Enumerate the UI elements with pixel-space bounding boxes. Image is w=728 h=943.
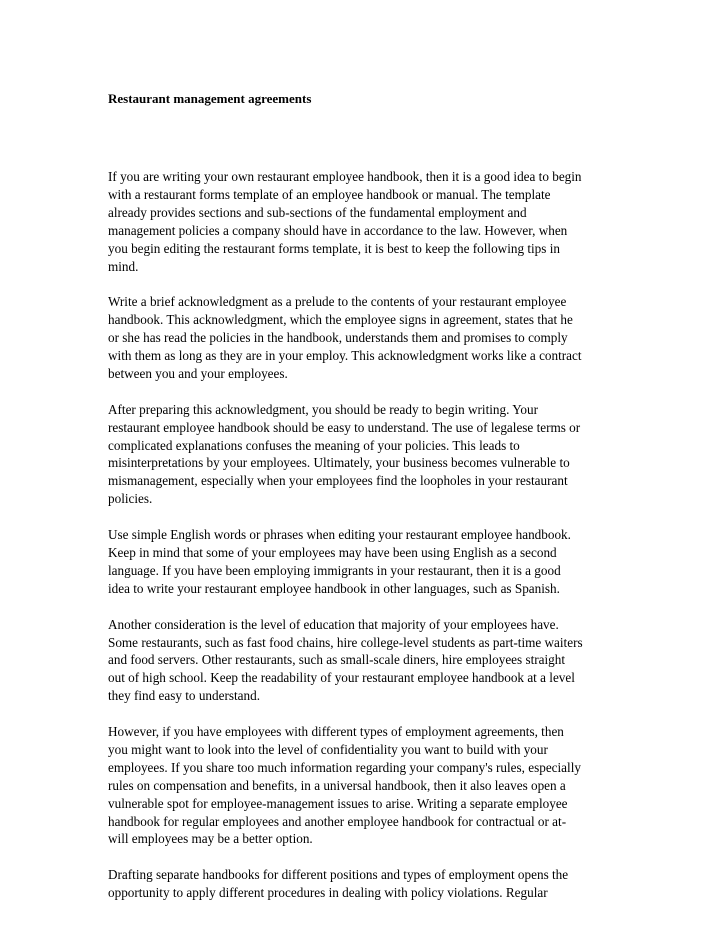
text-line: employees. If you share too much information regarding your company's rules, especially	[108, 759, 581, 775]
text-line: Some restaurants, such as fast food chains, hire college-level students as part-time waiters	[108, 634, 583, 650]
text-line: Keep in mind that some of your employees may have been using English as a second	[108, 544, 557, 560]
paragraph-simple-english	[108, 526, 628, 598]
text-line: Drafting separate handbooks for different positions and types of employment opens the	[108, 867, 569, 883]
text-line: However, if you have employees with different types of employment agreements, then	[108, 724, 564, 740]
text-line: rules on compensation and benefits, in a universal handbook, then it also leaves open a	[108, 777, 566, 793]
text-line: you begin editing the restaurant forms template, it is best to keep the following tips in	[108, 240, 560, 256]
text-line: Another consideration is the level of education that majority of your employees have.	[108, 616, 559, 632]
document-title: Restaurant management agreements	[108, 91, 312, 106]
text-line: you might want to look into the level of confidentiality you want to build with your	[108, 741, 548, 757]
text-line: misinterpretations by your employees. Ultimately, your business becomes vulnerable to	[108, 455, 570, 471]
paragraph-education	[108, 616, 628, 706]
text-line: mismanagement, especially when your employees find the loopholes in your restaurant	[108, 473, 568, 489]
paragraph-writing	[108, 401, 628, 508]
text-line: they find easy to understand.	[108, 688, 260, 704]
text-line: with a restaurant forms template of an employee handbook or manual. The template	[108, 186, 551, 202]
text-line: After preparing this acknowledgment, you should be ready to begin writing. Your	[108, 401, 538, 417]
text-line: idea to write your restaurant employee handbook in other languages, such as Spanish.	[108, 580, 560, 596]
document-body	[108, 168, 628, 920]
text-line: vulnerable spot for employee-management issues to arise. Writing a separate employee	[108, 795, 568, 811]
text-line: opportunity to apply different procedures in dealing with policy violations. Regular	[108, 885, 548, 901]
text-line: policies.	[108, 491, 153, 507]
paragraph-separate-handbooks	[108, 866, 628, 902]
text-line: handbook. This acknowledgment, which the employee signs in agreement, states that he	[108, 312, 573, 328]
text-line: complicated explanations confuses the meaning of your policies. This leads to	[108, 437, 520, 453]
text-line: restaurant employee handbook should be easy to understand. The use of legalese terms or	[108, 419, 581, 435]
text-line: with them as long as they are in your employ. This acknowledgment works like a contract	[108, 348, 582, 364]
text-line: handbook for regular employees and another employee handbook for contractual or at-	[108, 813, 567, 829]
paragraph-acknowledgment	[108, 293, 628, 383]
text-line: between you and your employees.	[108, 365, 288, 381]
text-line: or she has read the policies in the handbook, understands them and promises to comply	[108, 330, 568, 346]
text-line: and food servers. Other restaurants, such as small-scale diners, hire employees straight	[108, 652, 566, 668]
paragraph-confidentiality	[108, 723, 628, 848]
paragraph-intro	[108, 168, 628, 275]
text-line: Write a brief acknowledgment as a prelude to the contents of your restaurant employee	[108, 294, 567, 310]
text-line: management policies a company should have in accordance to the law. However, when	[108, 222, 568, 238]
text-line: language. If you have been employing immigrants in your restaurant, then it is a good	[108, 562, 561, 578]
text-line: If you are writing your own restaurant employee handbook, then it is a good idea to begin	[108, 169, 582, 184]
text-line: will employees may be a better option.	[108, 831, 313, 847]
text-line: already provides sections and sub-sections of the fundamental employment and	[108, 204, 527, 220]
text-line: out of high school. Keep the readability of your restaurant employee handbook at a level	[108, 670, 575, 686]
text-line: mind.	[108, 258, 139, 274]
text-line: Use simple English words or phrases when editing your restaurant employee handbook.	[108, 527, 571, 543]
